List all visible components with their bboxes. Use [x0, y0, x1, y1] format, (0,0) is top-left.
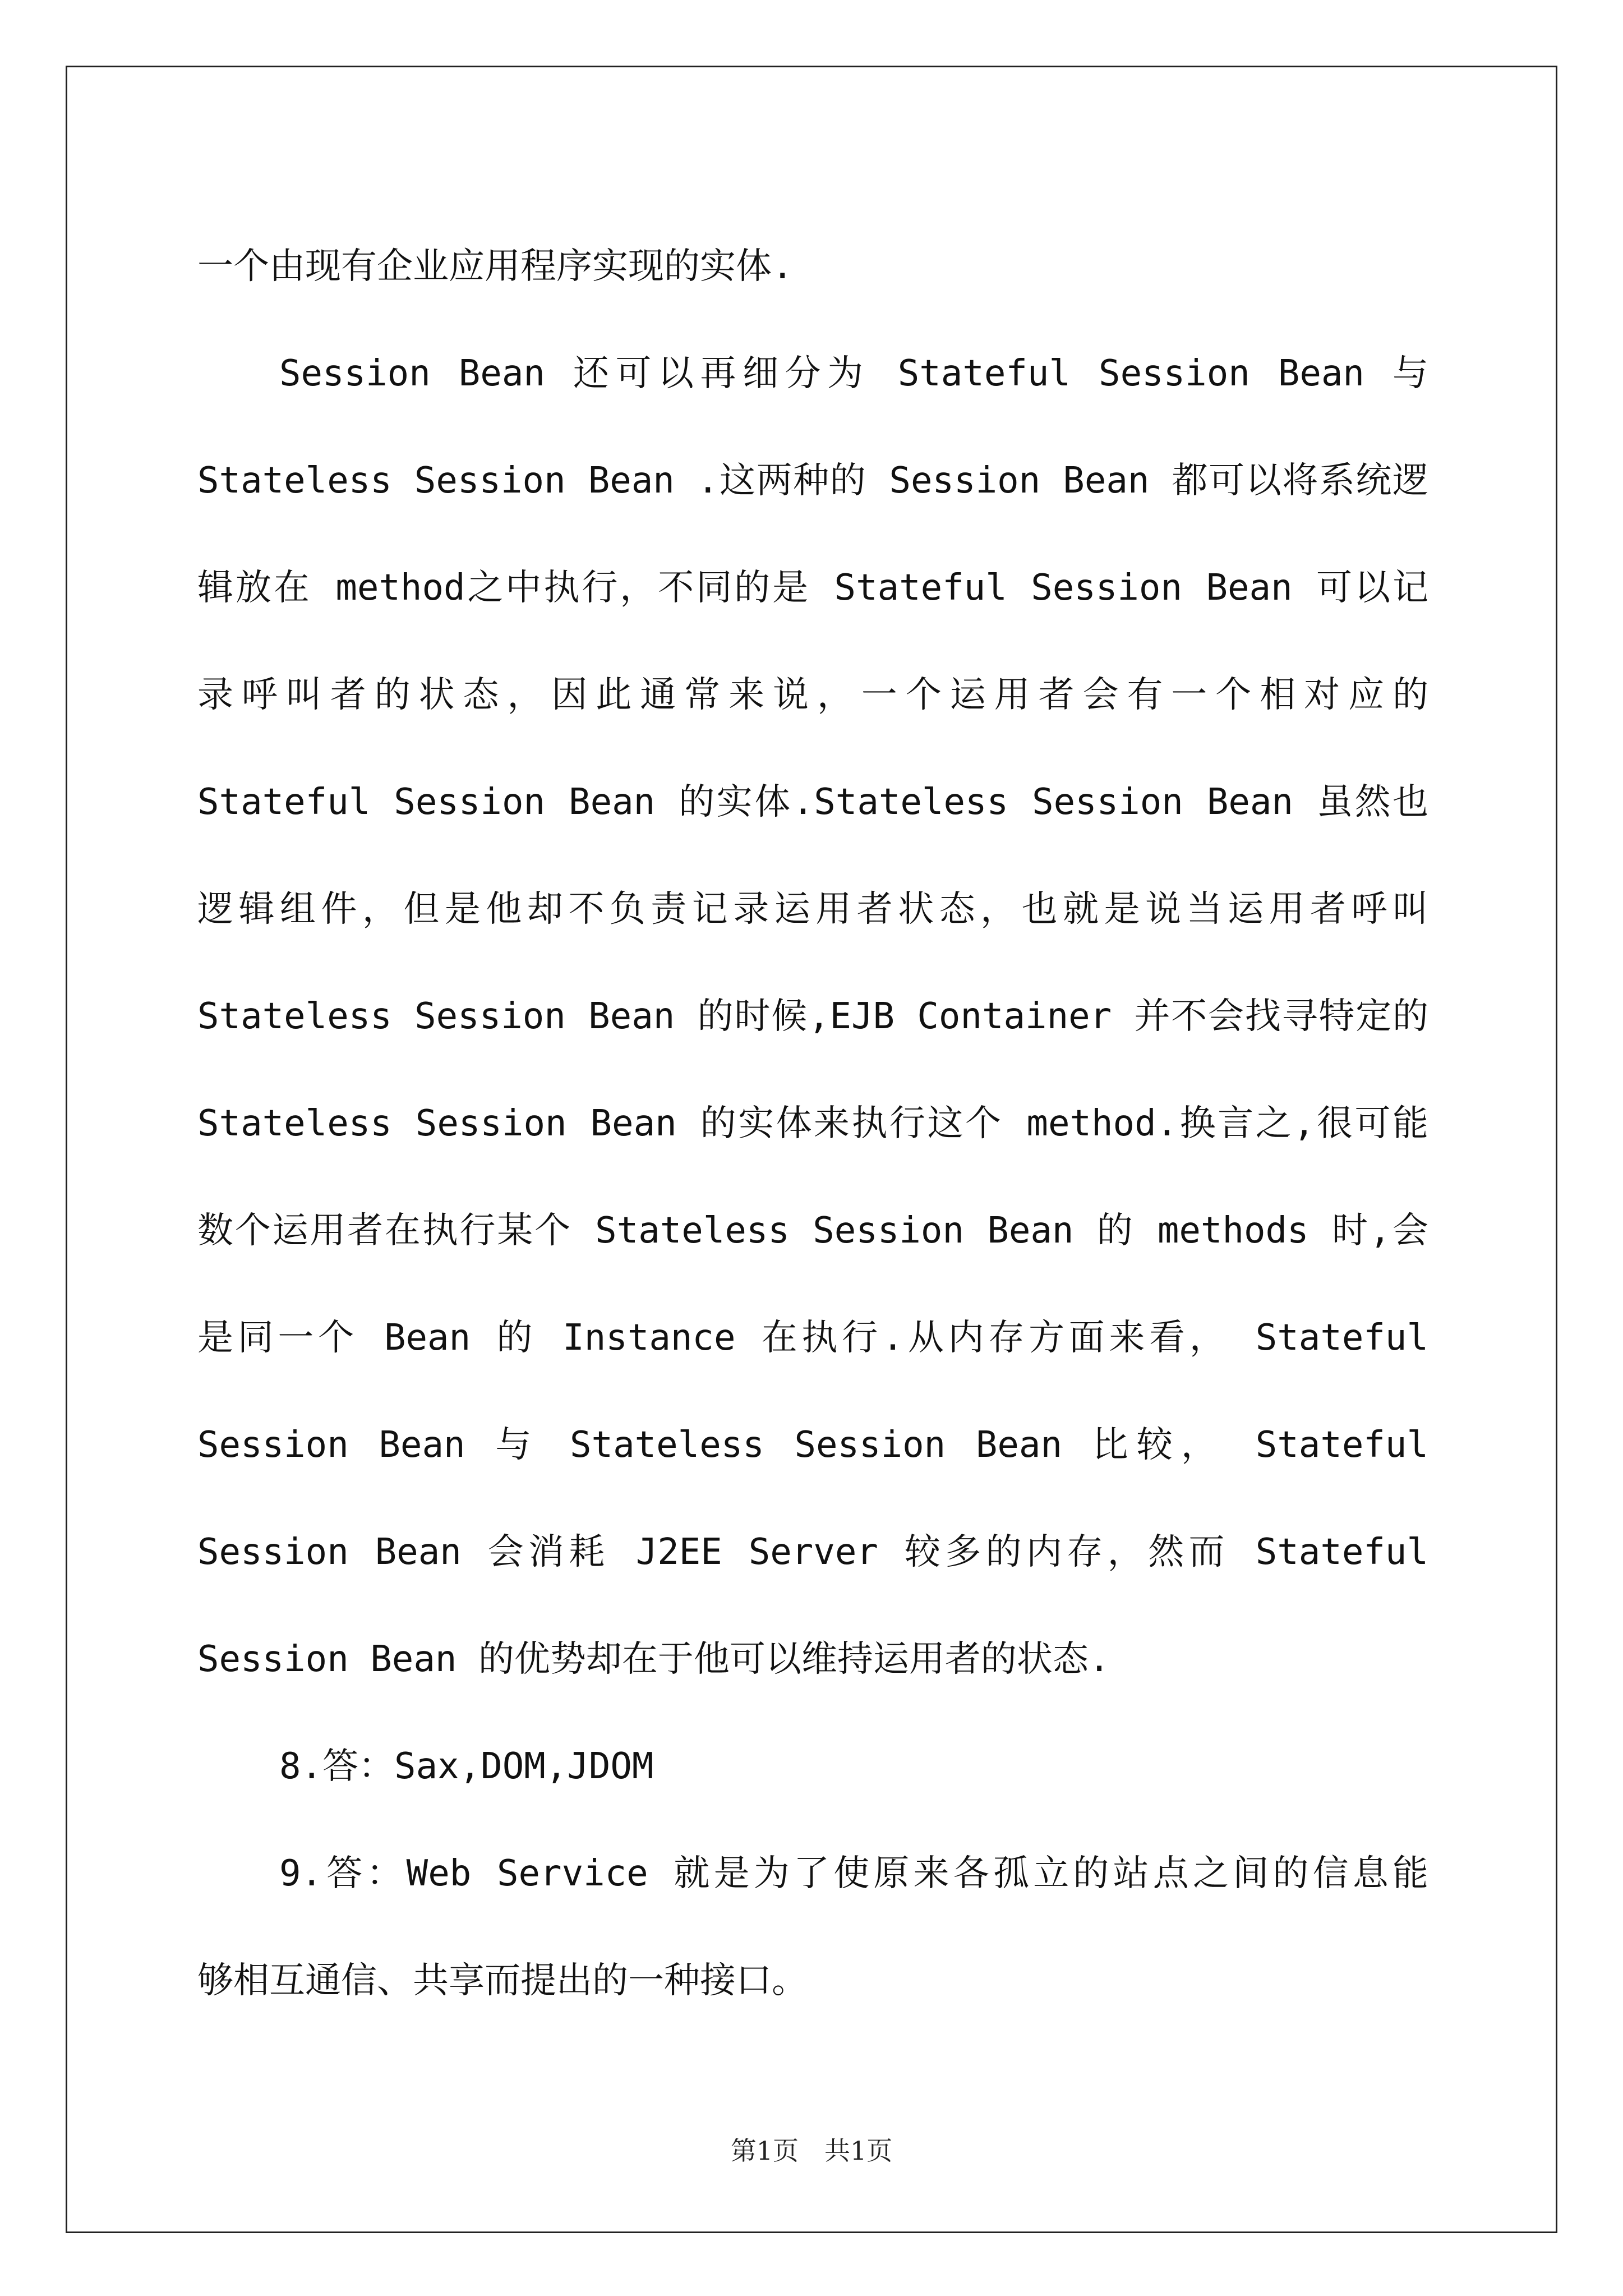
text-line: Stateless Session Bean 的实体来执行这个 method.换言之,很可能: [197, 1103, 1428, 1144]
page-number-footer: 第1页 共1页: [730, 2136, 893, 2166]
answer-8: 8.答：Sax,DOM,JDOM: [279, 1746, 654, 1787]
text-line: Stateless Session Bean .这两种的 Session Bean 都可以将系统逻: [197, 460, 1428, 501]
text-line: Session Bean 还可以再细分为 Stateful Session Bean 与: [279, 353, 1428, 394]
answer-9: 9.答：Web Service 就是为了使原来各孤立的站点之间的信息能: [279, 1853, 1428, 1894]
text-line: Session Bean 会消耗 J2EE Server 较多的内存，然而 Stateful: [197, 1531, 1428, 1573]
text-line: Session Bean 与 Stateless Session Bean 比较， Stateful: [197, 1424, 1428, 1466]
text-line: Stateless Session Bean 的时候,EJB Container 并不会找寻特定的: [197, 996, 1428, 1037]
text-line: Session Bean 的优势却在于他可以维持运用者的状态.: [197, 1639, 1110, 1680]
document-body: [197, 213, 1428, 2035]
text-line: 是同一个 Bean 的 Instance 在执行.从内存方面来看， Stateful: [197, 1317, 1428, 1359]
text-line: 逻辑组件，但是他却不负责记录运用者状态，也就是说当运用者呼叫: [197, 889, 1428, 930]
text-line: 够相互通信、共享而提出的一种接口。: [197, 1960, 808, 2001]
text-line: 一个由现有企业应用程序实现的实体.: [197, 246, 794, 287]
text-line: 数个运用者在执行某个 Stateless Session Bean 的 methods 时,会: [197, 1210, 1428, 1251]
text-line: 辑放在 method之中执行，不同的是 Stateful Session Bean 可以记: [197, 567, 1428, 609]
text-line: 录呼叫者的状态，因此通常来说，一个运用者会有一个相对应的: [197, 674, 1428, 716]
text-line: Stateful Session Bean 的实体.Stateless Session Bean 虽然也: [197, 781, 1428, 823]
